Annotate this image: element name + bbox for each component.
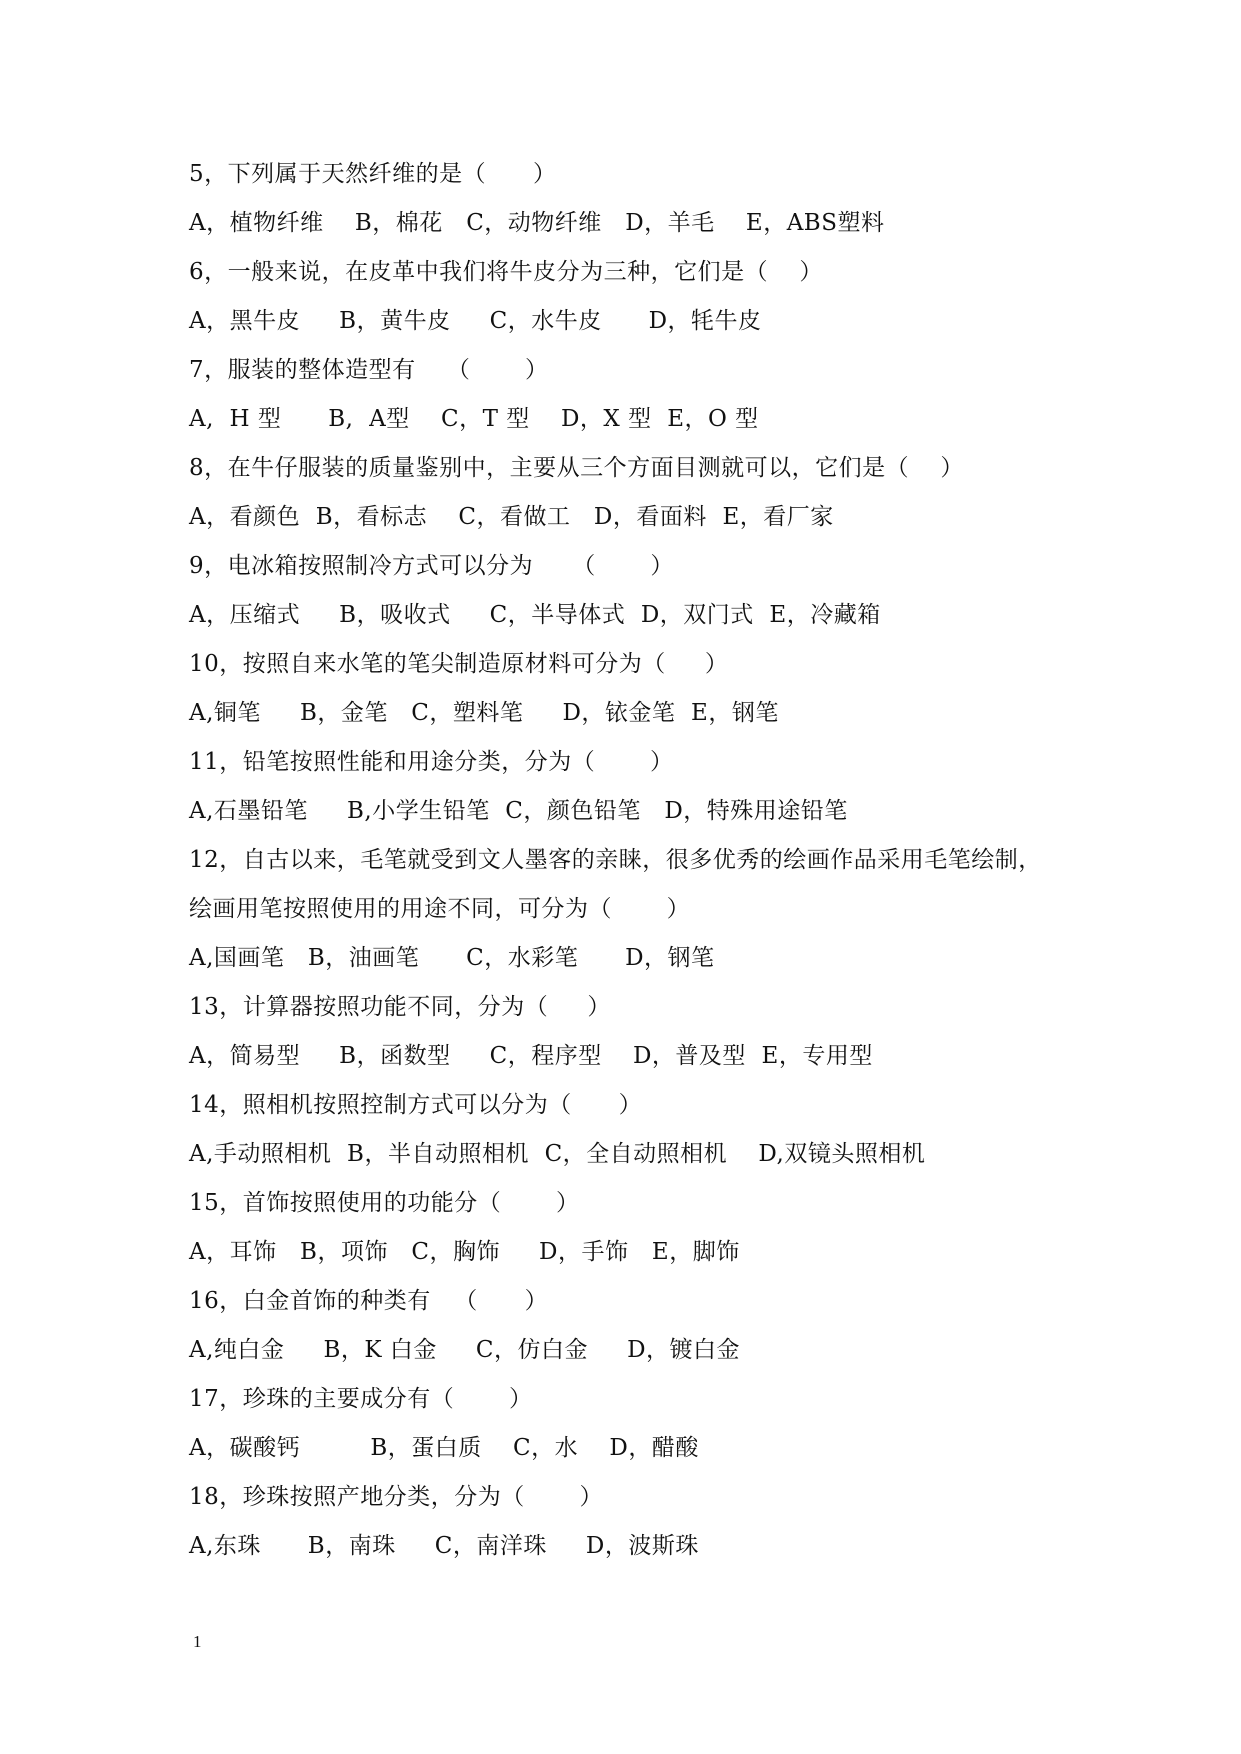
question-11-options: A,石墨铅笔 B,小学生铅笔 C，颜色铅笔 D，特殊用途铅笔 xyxy=(189,798,848,824)
question-14-stem: 14，照相机按照控制方式可以分为（ ） xyxy=(189,1092,643,1118)
question-6-stem: 6，一般来说，在皮革中我们将牛皮分为三种，它们是（ ） xyxy=(189,259,823,285)
question-5-options: A，植物纤维 B，棉花 C，动物纤维 D，羊毛 E，ABS塑料 xyxy=(189,210,885,236)
question-list xyxy=(189,150,1089,1571)
page-number: 1 xyxy=(193,1632,202,1651)
question-9-stem: 9，电冰箱按照制冷方式可以分为 （ ） xyxy=(189,553,674,579)
question-12-options: A,国画笔 B，油画笔 C，水彩笔 D，钢笔 xyxy=(189,945,715,971)
question-6-options: A，黑牛皮 B，黄牛皮 C，水牛皮 D，牦牛皮 xyxy=(189,308,762,334)
question-16-stem: 16，白金首饰的种类有 （ ） xyxy=(189,1288,549,1314)
question-12-stem-continued: 绘画用笔按照使用的用途不同，可分为（ ） xyxy=(189,896,691,922)
question-5-stem: 5，下列属于天然纤维的是（ ） xyxy=(189,161,557,187)
question-17-stem: 17，珍珠的主要成分有（ ） xyxy=(189,1386,533,1412)
question-7-stem: 7，服装的整体造型有 （ ） xyxy=(189,357,549,383)
question-15-stem: 15，首饰按照使用的功能分（ ） xyxy=(189,1190,580,1216)
question-16-options: A,纯白金 B，K 白金 C，仿白金 D，镀白金 xyxy=(189,1337,741,1363)
question-9-options: A，压缩式 B，吸收式 C，半导体式 D，双门式 E，冷藏箱 xyxy=(189,602,881,628)
question-17-options: A，碳酸钙 B，蛋白质 C，水 D，醋酸 xyxy=(189,1435,699,1461)
question-13-stem: 13，计算器按照功能不同，分为（ ） xyxy=(189,994,611,1020)
question-12-stem: 12，自古以来，毛笔就受到文人墨客的亲睐，很多优秀的绘画作品采用毛笔绘制， xyxy=(189,847,1042,873)
question-18-options: A,东珠 B，南珠 C，南洋珠 D，波斯珠 xyxy=(189,1533,699,1559)
question-10-options: A,铜笔 B，金笔 C，塑料笔 D，铱金笔 E，钢笔 xyxy=(189,700,779,726)
question-14-options: A,手动照相机 B，半自动照相机 C，全自动照相机 D,双镜头照相机 xyxy=(189,1141,926,1167)
question-10-stem: 10，按照自来水笔的笔尖制造原材料可分为（ ） xyxy=(189,651,729,677)
question-8-stem: 8，在牛仔服装的质量鉴别中，主要从三个方面目测就可以，它们是（ ） xyxy=(189,455,964,481)
question-13-options: A，简易型 B，函数型 C，程序型 D，普及型 E，专用型 xyxy=(189,1043,873,1069)
question-18-stem: 18，珍珠按照产地分类，分为（ ） xyxy=(189,1484,603,1510)
question-11-stem: 11，铅笔按照性能和用途分类，分为（ ） xyxy=(189,749,674,775)
question-15-options: A，耳饰 B，项饰 C，胸饰 D，手饰 E，脚饰 xyxy=(189,1239,740,1265)
question-7-options: A, H 型 B, A型 C，T 型 D，X 型 E，O 型 xyxy=(189,406,759,432)
question-8-options: A，看颜色 B，看标志 C，看做工 D，看面料 E，看厂家 xyxy=(189,504,834,530)
